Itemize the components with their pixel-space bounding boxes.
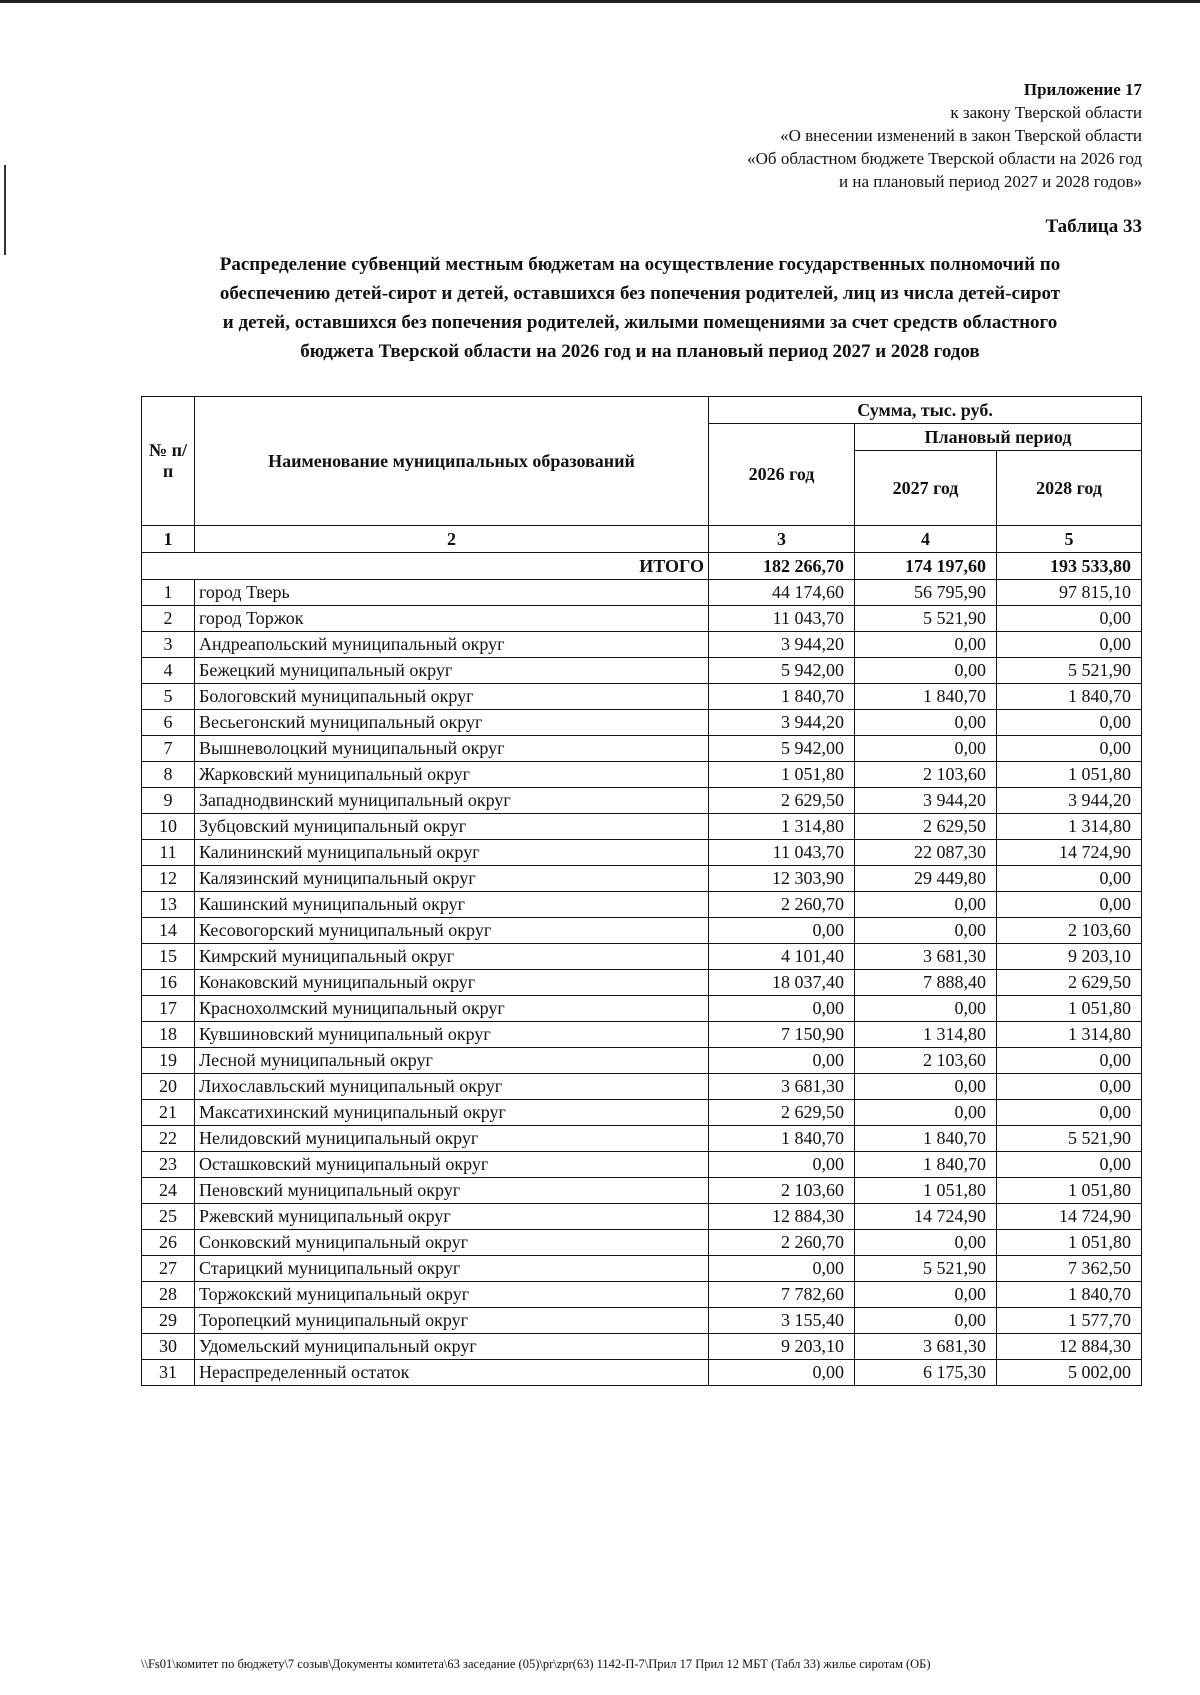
table-row (142, 1126, 1142, 1152)
table-row (142, 996, 1142, 1022)
total-row (142, 553, 1142, 580)
row-2026: 0,00 (709, 1048, 855, 1074)
row-2027: 6 175,30 (855, 1360, 997, 1386)
row-2026: 7 150,90 (709, 1022, 855, 1048)
row-number: 26 (142, 1230, 195, 1256)
row-number: 11 (142, 840, 195, 866)
row-2027: 1 840,70 (855, 1126, 997, 1152)
table-row (142, 684, 1142, 710)
row-name: Кесовогорский муниципальный округ (195, 918, 709, 944)
row-2028: 1 051,80 (997, 762, 1142, 788)
column-number-row (142, 526, 1142, 553)
row-2026: 2 260,70 (709, 1230, 855, 1256)
row-2026: 0,00 (709, 996, 855, 1022)
row-name: Ржевский муниципальный округ (195, 1204, 709, 1230)
row-name: Вышневолоцкий муниципальный округ (195, 736, 709, 762)
row-name: город Тверь (195, 580, 709, 606)
appendix-line-2: «О внесении изменений в закон Тверской области (780, 126, 1142, 145)
row-2027: 5 521,90 (855, 1256, 997, 1282)
row-2028: 5 521,90 (997, 658, 1142, 684)
row-2026: 7 782,60 (709, 1282, 855, 1308)
header-sum: Сумма, тыс. руб. (709, 397, 1142, 424)
row-2027: 0,00 (855, 1230, 997, 1256)
title-line-1: Распределение субвенций местным бюджетам на осуществление государственных полномочий по (219, 254, 1061, 275)
row-name: Андреапольский муниципальный округ (195, 632, 709, 658)
row-name: Удомельский муниципальный округ (195, 1334, 709, 1360)
row-2028: 2 103,60 (997, 918, 1142, 944)
row-name: Весьегонский муниципальный округ (195, 710, 709, 736)
table-row (142, 788, 1142, 814)
row-2028: 14 724,90 (997, 840, 1142, 866)
title-line-3: и детей, оставшихся без попечения родителей, жилыми помещениями за счет средств областного (222, 312, 1058, 333)
row-2028: 0,00 (997, 736, 1142, 762)
table-row (142, 944, 1142, 970)
header-name: Наименование муниципальных образований (195, 397, 709, 526)
row-number: 16 (142, 970, 195, 996)
table-row (142, 1308, 1142, 1334)
row-name: Сонковский муниципальный округ (195, 1230, 709, 1256)
row-2026: 0,00 (709, 1256, 855, 1282)
table-row (142, 866, 1142, 892)
row-name: Торжокский муниципальный округ (195, 1282, 709, 1308)
header-number: № п/п (142, 397, 195, 526)
column-number: 2 (195, 526, 709, 553)
table-row (142, 1230, 1142, 1256)
row-number: 17 (142, 996, 195, 1022)
header-plan-period: Плановый период (855, 424, 1142, 451)
table-row (142, 1152, 1142, 1178)
row-2027: 3 681,30 (855, 944, 997, 970)
row-name: Калязинский муниципальный округ (195, 866, 709, 892)
row-number: 15 (142, 944, 195, 970)
row-2028: 1 314,80 (997, 814, 1142, 840)
row-2028: 1 051,80 (997, 1178, 1142, 1204)
row-2026: 0,00 (709, 1152, 855, 1178)
table-row (142, 1022, 1142, 1048)
row-2028: 14 724,90 (997, 1204, 1142, 1230)
row-number: 3 (142, 632, 195, 658)
table-row (142, 1074, 1142, 1100)
table-row (142, 580, 1142, 606)
total-2027: 174 197,60 (855, 553, 997, 580)
row-2028: 2 629,50 (997, 970, 1142, 996)
row-2026: 44 174,60 (709, 580, 855, 606)
row-2028: 0,00 (997, 632, 1142, 658)
row-number: 21 (142, 1100, 195, 1126)
row-2027: 7 888,40 (855, 970, 997, 996)
row-2028: 3 944,20 (997, 788, 1142, 814)
table-number: Таблица 33 (1045, 216, 1142, 237)
row-name: Западнодвинский муниципальный округ (195, 788, 709, 814)
row-2028: 1 051,80 (997, 996, 1142, 1022)
table-row (142, 736, 1142, 762)
row-name: Лихославльский муниципальный округ (195, 1074, 709, 1100)
row-2027: 2 103,60 (855, 762, 997, 788)
row-name: Торопецкий муниципальный округ (195, 1308, 709, 1334)
row-number: 7 (142, 736, 195, 762)
row-number: 13 (142, 892, 195, 918)
table-row (142, 840, 1142, 866)
appendix-line-1: к закону Тверской области (950, 103, 1142, 122)
table-row (142, 814, 1142, 840)
subvention-table (141, 396, 1142, 1386)
row-2027: 2 629,50 (855, 814, 997, 840)
row-2028: 7 362,50 (997, 1256, 1142, 1282)
row-number: 9 (142, 788, 195, 814)
row-2028: 12 884,30 (997, 1334, 1142, 1360)
table-row (142, 1048, 1142, 1074)
row-2028: 0,00 (997, 1152, 1142, 1178)
total-2026: 182 266,70 (709, 553, 855, 580)
table-row (142, 892, 1142, 918)
row-2028: 5 521,90 (997, 1126, 1142, 1152)
row-number: 10 (142, 814, 195, 840)
row-number: 5 (142, 684, 195, 710)
row-2028: 0,00 (997, 1074, 1142, 1100)
row-2027: 0,00 (855, 892, 997, 918)
row-2027: 1 840,70 (855, 684, 997, 710)
total-label: ИТОГО (142, 553, 709, 580)
row-2027: 0,00 (855, 710, 997, 736)
row-number: 22 (142, 1126, 195, 1152)
row-name: город Торжок (195, 606, 709, 632)
row-2027: 1 840,70 (855, 1152, 997, 1178)
row-2028: 0,00 (997, 1048, 1142, 1074)
row-name: Лесной муниципальный округ (195, 1048, 709, 1074)
row-name: Калининский муниципальный округ (195, 840, 709, 866)
row-2026: 2 629,50 (709, 788, 855, 814)
row-2028: 0,00 (997, 866, 1142, 892)
header-2028: 2028 год (997, 451, 1142, 526)
row-number: 30 (142, 1334, 195, 1360)
row-name: Кашинский муниципальный округ (195, 892, 709, 918)
column-number: 1 (142, 526, 195, 553)
row-name: Нелидовский муниципальный округ (195, 1126, 709, 1152)
file-path-footer: \\Fs01\комитет по бюджету\7 созыв\Документы комитета\63 заседание (05)\pr\zpr(63) 1142-П-7\Прил 17 Прил 12 МБТ (Табл 33) жилье сиротам (ОБ) (141, 1657, 931, 1671)
row-2028: 1 314,80 (997, 1022, 1142, 1048)
row-2028: 0,00 (997, 710, 1142, 736)
title-line-4: бюджета Тверской области на 2026 год и на плановый период 2027 и 2028 годов (300, 341, 980, 362)
row-2027: 3 681,30 (855, 1334, 997, 1360)
row-2026: 3 155,40 (709, 1308, 855, 1334)
row-2027: 0,00 (855, 632, 997, 658)
appendix-line-3: «Об областном бюджете Тверской области на 2026 год (747, 149, 1142, 168)
row-number: 6 (142, 710, 195, 736)
table-row (142, 918, 1142, 944)
row-2026: 5 942,00 (709, 736, 855, 762)
row-2027: 0,00 (855, 1308, 997, 1334)
row-2026: 1 840,70 (709, 684, 855, 710)
row-2028: 9 203,10 (997, 944, 1142, 970)
row-number: 29 (142, 1308, 195, 1334)
row-name: Пеновский муниципальный округ (195, 1178, 709, 1204)
appendix-number: Приложение 17 (1023, 80, 1142, 99)
table-row (142, 1256, 1142, 1282)
table-row (142, 970, 1142, 996)
table-row (142, 710, 1142, 736)
table-row (142, 1204, 1142, 1230)
row-2027: 29 449,80 (855, 866, 997, 892)
scan-margin-mark (4, 165, 6, 255)
table-row (142, 762, 1142, 788)
row-2026: 2 103,60 (709, 1178, 855, 1204)
row-number: 14 (142, 918, 195, 944)
row-2027: 1 314,80 (855, 1022, 997, 1048)
row-number: 8 (142, 762, 195, 788)
row-2027: 14 724,90 (855, 1204, 997, 1230)
row-number: 23 (142, 1152, 195, 1178)
column-number: 3 (709, 526, 855, 553)
row-name: Конаковский муниципальный округ (195, 970, 709, 996)
document-title (140, 250, 1140, 366)
row-2026: 5 942,00 (709, 658, 855, 684)
row-2027: 22 087,30 (855, 840, 997, 866)
column-number: 5 (997, 526, 1142, 553)
row-2027: 56 795,90 (855, 580, 997, 606)
row-name: Максатихинский муниципальный округ (195, 1100, 709, 1126)
row-2026: 1 051,80 (709, 762, 855, 788)
row-2027: 0,00 (855, 1282, 997, 1308)
row-2026: 1 840,70 (709, 1126, 855, 1152)
table-row (142, 1360, 1142, 1386)
row-2028: 5 002,00 (997, 1360, 1142, 1386)
row-2027: 0,00 (855, 918, 997, 944)
row-2026: 1 314,80 (709, 814, 855, 840)
table-row (142, 1334, 1142, 1360)
row-2026: 3 944,20 (709, 632, 855, 658)
row-name: Зубцовский муниципальный округ (195, 814, 709, 840)
row-2027: 0,00 (855, 736, 997, 762)
row-number: 28 (142, 1282, 195, 1308)
row-2026: 12 303,90 (709, 866, 855, 892)
row-2027: 5 521,90 (855, 606, 997, 632)
row-number: 20 (142, 1074, 195, 1100)
row-2027: 0,00 (855, 658, 997, 684)
row-number: 1 (142, 580, 195, 606)
row-2026: 2 629,50 (709, 1100, 855, 1126)
table-row (142, 658, 1142, 684)
row-2028: 1 051,80 (997, 1230, 1142, 1256)
header-2026: 2026 год (709, 424, 855, 526)
appendix-header (747, 78, 1142, 193)
row-number: 27 (142, 1256, 195, 1282)
table-row (142, 1178, 1142, 1204)
row-name: Бежецкий муниципальный округ (195, 658, 709, 684)
title-line-2: обеспечению детей-сирот и детей, оставшихся без попечения родителей, лиц из числа детей-сирот (219, 283, 1061, 304)
row-2028: 1 840,70 (997, 1282, 1142, 1308)
row-2027: 3 944,20 (855, 788, 997, 814)
row-2028: 1 840,70 (997, 684, 1142, 710)
row-2027: 2 103,60 (855, 1048, 997, 1074)
row-2026: 11 043,70 (709, 840, 855, 866)
row-2027: 1 051,80 (855, 1178, 997, 1204)
table-row (142, 1100, 1142, 1126)
row-number: 31 (142, 1360, 195, 1386)
row-2026: 2 260,70 (709, 892, 855, 918)
table-row (142, 606, 1142, 632)
row-2026: 3 681,30 (709, 1074, 855, 1100)
row-name: Кимрский муниципальный округ (195, 944, 709, 970)
row-2028: 0,00 (997, 892, 1142, 918)
scan-top-edge (0, 0, 1200, 3)
row-name: Жарковский муниципальный округ (195, 762, 709, 788)
row-number: 25 (142, 1204, 195, 1230)
header-2027: 2027 год (855, 451, 997, 526)
row-2026: 9 203,10 (709, 1334, 855, 1360)
row-2028: 0,00 (997, 606, 1142, 632)
table-row (142, 1282, 1142, 1308)
row-2026: 12 884,30 (709, 1204, 855, 1230)
row-2026: 3 944,20 (709, 710, 855, 736)
row-number: 2 (142, 606, 195, 632)
row-number: 18 (142, 1022, 195, 1048)
row-name: Осташковский муниципальный округ (195, 1152, 709, 1178)
row-2028: 0,00 (997, 1100, 1142, 1126)
row-2027: 0,00 (855, 1100, 997, 1126)
row-2028: 97 815,10 (997, 580, 1142, 606)
row-2027: 0,00 (855, 996, 997, 1022)
row-name: Старицкий муниципальный округ (195, 1256, 709, 1282)
row-2028: 1 577,70 (997, 1308, 1142, 1334)
table-row (142, 632, 1142, 658)
row-2026: 0,00 (709, 1360, 855, 1386)
row-number: 19 (142, 1048, 195, 1074)
row-number: 12 (142, 866, 195, 892)
row-2027: 0,00 (855, 1074, 997, 1100)
row-name: Краснохолмский муниципальный округ (195, 996, 709, 1022)
column-number: 4 (855, 526, 997, 553)
appendix-line-4: и на плановый период 2027 и 2028 годов» (839, 172, 1142, 191)
row-name: Нераспределенный остаток (195, 1360, 709, 1386)
row-number: 4 (142, 658, 195, 684)
row-number: 24 (142, 1178, 195, 1204)
row-2026: 4 101,40 (709, 944, 855, 970)
row-2026: 11 043,70 (709, 606, 855, 632)
row-name: Бологовский муниципальный округ (195, 684, 709, 710)
total-2028: 193 533,80 (997, 553, 1142, 580)
row-2026: 18 037,40 (709, 970, 855, 996)
row-name: Кувшиновский муниципальный округ (195, 1022, 709, 1048)
row-2026: 0,00 (709, 918, 855, 944)
